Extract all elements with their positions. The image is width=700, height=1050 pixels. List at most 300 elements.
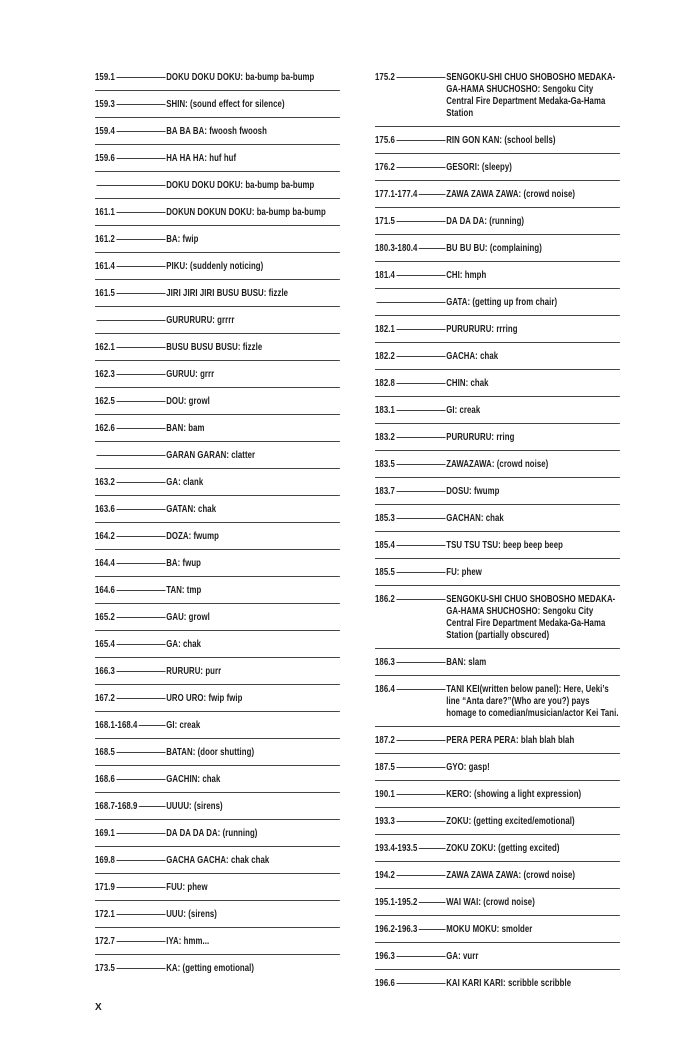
leader-line bbox=[116, 698, 165, 699]
leader-line bbox=[396, 329, 445, 330]
leader-line bbox=[116, 131, 165, 132]
sfx-entry bbox=[375, 262, 620, 289]
ref-leader bbox=[95, 557, 166, 569]
leader-line bbox=[116, 887, 165, 888]
sfx-entry bbox=[95, 415, 340, 442]
ref-leader bbox=[375, 842, 446, 854]
ref-leader bbox=[375, 134, 446, 146]
leader-line bbox=[396, 518, 445, 519]
leader-line bbox=[96, 185, 165, 186]
sfx-entry bbox=[95, 955, 340, 981]
page-number: X bbox=[95, 1002, 102, 1013]
panel-ref: 162.6 bbox=[95, 422, 115, 434]
ref-leader bbox=[375, 485, 446, 497]
leader-line bbox=[116, 644, 165, 645]
sfx-text: URO URO: fwip fwip bbox=[166, 692, 243, 704]
panel-ref: 161.4 bbox=[95, 260, 115, 272]
sfx-text: GA: vurr bbox=[446, 950, 479, 962]
leader-line bbox=[116, 293, 165, 294]
sfx-text: ZAWA ZAWA ZAWA: (crowd noise) bbox=[446, 869, 576, 881]
leader-line bbox=[396, 545, 445, 546]
ref-leader bbox=[375, 977, 446, 989]
ref-leader bbox=[375, 512, 446, 524]
leader-line bbox=[116, 428, 165, 429]
panel-ref: 168.1-168.4 bbox=[95, 719, 138, 731]
panel-ref: 163.6 bbox=[95, 503, 115, 515]
panel-ref: 190.1 bbox=[375, 788, 395, 800]
panel-ref: 175.6 bbox=[375, 134, 395, 146]
ref-leader bbox=[95, 584, 166, 596]
panel-ref: 185.5 bbox=[375, 566, 395, 578]
sfx-entry bbox=[95, 766, 340, 793]
sfx-entry bbox=[95, 496, 340, 523]
sfx-text: GA: chak bbox=[166, 638, 202, 650]
sfx-entry bbox=[375, 370, 620, 397]
sfx-text: WAI WAI: (crowd noise) bbox=[446, 896, 535, 908]
leader-line bbox=[396, 221, 445, 222]
sfx-text: KAI KARI KARI: scribble scribble bbox=[446, 977, 572, 989]
leader-line bbox=[396, 572, 445, 573]
ref-leader bbox=[95, 908, 166, 920]
panel-ref: 161.5 bbox=[95, 287, 115, 299]
leader-line bbox=[116, 536, 165, 537]
ref-leader bbox=[375, 734, 446, 746]
sfx-text: TANI KEI(written below panel): Here, Ueki’s line “Anta dare?”(Who are you?) pays homage to comedian/musician/actor Kei Tani. bbox=[446, 683, 619, 719]
sfx-entry bbox=[375, 916, 620, 943]
panel-ref: 194.2 bbox=[375, 869, 395, 881]
ref-leader bbox=[95, 179, 166, 191]
panel-ref: 186.2 bbox=[375, 593, 395, 605]
leader-line bbox=[116, 347, 165, 348]
sfx-text: GURURURU: grrrr bbox=[166, 314, 235, 326]
sfx-text: KERO: (showing a light expression) bbox=[446, 788, 582, 800]
sfx-entry bbox=[375, 781, 620, 808]
panel-ref: 185.3 bbox=[375, 512, 395, 524]
sfx-entry bbox=[95, 64, 340, 91]
sfx-text: KA: (getting emotional) bbox=[166, 962, 255, 974]
sfx-entry bbox=[95, 685, 340, 712]
sfx-entry bbox=[95, 793, 340, 820]
ref-leader bbox=[375, 269, 446, 281]
sfx-entry bbox=[95, 712, 340, 739]
sfx-entry bbox=[95, 91, 340, 118]
ref-leader bbox=[95, 881, 166, 893]
sfx-text: UUUU: (sirens) bbox=[166, 800, 223, 812]
sfx-text: PERA PERA PERA: blah blah blah bbox=[446, 734, 575, 746]
sfx-entry bbox=[95, 820, 340, 847]
sfx-text: GURUU: grrr bbox=[166, 368, 215, 380]
ref-leader bbox=[95, 935, 166, 947]
sfx-entry bbox=[375, 727, 620, 754]
sfx-entry bbox=[375, 586, 620, 649]
leader-line bbox=[419, 248, 446, 249]
panel-ref: 182.2 bbox=[375, 350, 395, 362]
panel-ref: 162.3 bbox=[95, 368, 115, 380]
sfx-entry bbox=[95, 901, 340, 928]
sfx-entry bbox=[375, 808, 620, 835]
sfx-entry bbox=[375, 970, 620, 996]
sfx-text: FU: phew bbox=[446, 566, 482, 578]
panel-ref: 164.6 bbox=[95, 584, 115, 596]
sfx-entry bbox=[95, 631, 340, 658]
sfx-text: BATAN: (door shutting) bbox=[166, 746, 255, 758]
panel-ref: 161.2 bbox=[95, 233, 115, 245]
leader-line bbox=[116, 374, 165, 375]
sfx-text: SHIN: (sound effect for silence) bbox=[166, 98, 285, 110]
ref-leader bbox=[95, 368, 166, 380]
ref-leader bbox=[95, 962, 166, 974]
panel-ref: 183.7 bbox=[375, 485, 395, 497]
sfx-text: DOU: growl bbox=[166, 395, 210, 407]
sfx-entry bbox=[95, 523, 340, 550]
ref-leader bbox=[95, 341, 166, 353]
ref-leader bbox=[375, 950, 446, 962]
sfx-entry bbox=[95, 847, 340, 874]
sfx-text: PIKU: (suddenly noticing) bbox=[166, 260, 264, 272]
sfx-text: BUSU BUSU BUSU: fizzle bbox=[166, 341, 263, 353]
panel-ref: 186.4 bbox=[375, 683, 395, 695]
leader-line bbox=[116, 590, 165, 591]
panel-ref: 177.1-177.4 bbox=[375, 188, 418, 200]
ref-leader bbox=[375, 656, 446, 668]
sfx-text: UUU: (sirens) bbox=[166, 908, 217, 920]
ref-leader bbox=[375, 896, 446, 908]
glossary-column-right bbox=[375, 64, 620, 996]
sfx-text: MOKU MOKU: smolder bbox=[446, 923, 533, 935]
panel-ref: 167.2 bbox=[95, 692, 115, 704]
sfx-text: PURURURU: rrring bbox=[446, 323, 518, 335]
panel-ref: 159.1 bbox=[95, 71, 115, 83]
ref-leader bbox=[95, 530, 166, 542]
leader-line bbox=[116, 833, 165, 834]
sfx-text: CHIN: chak bbox=[446, 377, 489, 389]
ref-leader bbox=[375, 350, 446, 362]
sfx-text: DOSU: fwump bbox=[446, 485, 500, 497]
leader-line bbox=[419, 194, 446, 195]
leader-line bbox=[396, 599, 445, 600]
ref-leader bbox=[375, 242, 446, 254]
leader-line bbox=[116, 752, 165, 753]
leader-line bbox=[396, 662, 445, 663]
ref-leader bbox=[375, 377, 446, 389]
leader-line bbox=[139, 806, 166, 807]
sfx-text: DOKU DOKU DOKU: ba-bump ba-bump bbox=[166, 179, 315, 191]
panel-ref: 187.5 bbox=[375, 761, 395, 773]
ref-leader bbox=[95, 449, 166, 461]
panel-ref: 195.1-195.2 bbox=[375, 896, 418, 908]
sfx-entry bbox=[95, 928, 340, 955]
panel-ref: 180.3-180.4 bbox=[375, 242, 418, 254]
sfx-text: GI: creak bbox=[166, 719, 201, 731]
leader-line bbox=[116, 914, 165, 915]
panel-ref: 168.6 bbox=[95, 773, 115, 785]
sfx-entry bbox=[95, 118, 340, 145]
sfx-text: TSU TSU TSU: beep beep beep bbox=[446, 539, 563, 551]
sfx-text: SENGOKU-SHI CHUO SHOBOSHO MEDAKA-GA-HAMA SHUCHOSHO: Sengoku City Central Fire Department Medaka-Ga-Hama Station bbox=[446, 71, 616, 119]
leader-line bbox=[396, 275, 445, 276]
sfx-entry bbox=[95, 469, 340, 496]
sfx-entry bbox=[375, 862, 620, 889]
sfx-text: CHI: hmph bbox=[446, 269, 487, 281]
leader-line bbox=[116, 401, 165, 402]
ref-leader bbox=[375, 539, 446, 551]
sfx-entry bbox=[95, 604, 340, 631]
sfx-text: DOKU DOKU DOKU: ba-bump ba-bump bbox=[166, 71, 315, 83]
leader-line bbox=[116, 563, 165, 564]
panel-ref: 183.2 bbox=[375, 431, 395, 443]
panel-ref: 171.5 bbox=[375, 215, 395, 227]
sfx-text: BU BU BU: (complaining) bbox=[446, 242, 542, 254]
panel-ref: 168.5 bbox=[95, 746, 115, 758]
leader-line bbox=[396, 956, 445, 957]
sfx-text: DOZA: fwump bbox=[166, 530, 219, 542]
ref-leader bbox=[375, 215, 446, 227]
sfx-entry bbox=[375, 154, 620, 181]
panel-ref: 181.4 bbox=[375, 269, 395, 281]
ref-leader bbox=[95, 314, 166, 326]
sfx-text: BA: fwup bbox=[166, 557, 202, 569]
leader-line bbox=[116, 509, 165, 510]
leader-line bbox=[396, 740, 445, 741]
sfx-entry bbox=[375, 943, 620, 970]
sfx-text: DA DA DA DA: (running) bbox=[166, 827, 258, 839]
panel-ref: 182.8 bbox=[375, 377, 395, 389]
ref-leader bbox=[95, 800, 166, 812]
sfx-text: DOKUN DOKUN DOKU: ba-bump ba-bump bbox=[166, 206, 326, 218]
leader-line bbox=[139, 725, 166, 726]
sfx-text: SENGOKU-SHI CHUO SHOBOSHO MEDAKA-GA-HAMA SHUCHOSHO: Sengoku City Central Fire Department Medaka-Ga-Hama Station (partially obscured) bbox=[446, 593, 616, 641]
ref-leader bbox=[95, 422, 166, 434]
sfx-entry bbox=[95, 334, 340, 361]
ref-leader bbox=[95, 152, 166, 164]
ref-leader bbox=[95, 719, 166, 731]
panel-ref: 171.9 bbox=[95, 881, 115, 893]
ref-leader bbox=[375, 323, 446, 335]
leader-line bbox=[96, 320, 165, 321]
sfx-entry bbox=[375, 289, 620, 316]
sfx-text: GARAN GARAN: clatter bbox=[166, 449, 256, 461]
leader-line bbox=[396, 437, 445, 438]
ref-leader bbox=[95, 665, 166, 677]
leader-line bbox=[396, 383, 445, 384]
sfx-entry bbox=[95, 226, 340, 253]
sfx-text: GATA: (getting up from chair) bbox=[446, 296, 558, 308]
panel-ref: 159.3 bbox=[95, 98, 115, 110]
sfx-entry bbox=[95, 658, 340, 685]
leader-line bbox=[116, 158, 165, 159]
panel-ref: 159.4 bbox=[95, 125, 115, 137]
sfx-text: RURURU: purr bbox=[166, 665, 222, 677]
sfx-entry bbox=[95, 577, 340, 604]
panel-ref: 162.1 bbox=[95, 341, 115, 353]
panel-ref: 169.8 bbox=[95, 854, 115, 866]
panel-ref: 159.6 bbox=[95, 152, 115, 164]
sfx-text: BAN: slam bbox=[446, 656, 487, 668]
sfx-text: JIRI JIRI JIRI BUSU BUSU: fizzle bbox=[166, 287, 289, 299]
leader-line bbox=[396, 410, 445, 411]
ref-leader bbox=[95, 98, 166, 110]
leader-line bbox=[116, 671, 165, 672]
sfx-entry bbox=[95, 550, 340, 577]
leader-line bbox=[396, 767, 445, 768]
leader-line bbox=[116, 617, 165, 618]
leader-line bbox=[116, 482, 165, 483]
sfx-entry bbox=[95, 172, 340, 199]
ref-leader bbox=[95, 476, 166, 488]
sfx-entry bbox=[375, 532, 620, 559]
sfx-text: ZOKU ZOKU: (getting excited) bbox=[446, 842, 560, 854]
ref-leader bbox=[375, 404, 446, 416]
sfx-text: GYO: gasp! bbox=[446, 761, 490, 773]
sfx-entry bbox=[95, 280, 340, 307]
panel-ref: 165.2 bbox=[95, 611, 115, 623]
ref-leader bbox=[375, 683, 446, 695]
sfx-entry bbox=[375, 343, 620, 370]
sfx-entry bbox=[375, 676, 620, 727]
panel-ref: 168.7-168.9 bbox=[95, 800, 138, 812]
sfx-entry bbox=[375, 235, 620, 262]
ref-leader bbox=[95, 233, 166, 245]
panel-ref: 176.2 bbox=[375, 161, 395, 173]
sfx-text: DA DA DA: (running) bbox=[446, 215, 525, 227]
panel-ref: 196.3 bbox=[375, 950, 395, 962]
sfx-text: GAU: growl bbox=[166, 611, 210, 623]
leader-line bbox=[396, 167, 445, 168]
ref-leader bbox=[95, 827, 166, 839]
sfx-text: FUU: phew bbox=[166, 881, 208, 893]
sfx-text: GESORI: (sleepy) bbox=[446, 161, 512, 173]
ref-leader bbox=[375, 815, 446, 827]
sfx-text: BA: fwip bbox=[166, 233, 199, 245]
panel-ref: 186.3 bbox=[375, 656, 395, 668]
ref-leader bbox=[95, 773, 166, 785]
sfx-entry bbox=[375, 397, 620, 424]
leader-line bbox=[396, 140, 445, 141]
sfx-text: GA: clank bbox=[166, 476, 204, 488]
sfx-entry bbox=[95, 199, 340, 226]
ref-leader bbox=[95, 125, 166, 137]
leader-line bbox=[116, 779, 165, 780]
sfx-entry bbox=[375, 181, 620, 208]
leader-line bbox=[396, 821, 445, 822]
sfx-entry bbox=[375, 835, 620, 862]
leader-line bbox=[116, 860, 165, 861]
sfx-text: TAN: tmp bbox=[166, 584, 202, 596]
panel-ref: 193.4-193.5 bbox=[375, 842, 418, 854]
sfx-entry bbox=[375, 64, 620, 127]
sfx-entry bbox=[95, 874, 340, 901]
sfx-text: GI: creak bbox=[446, 404, 481, 416]
leader-line bbox=[396, 689, 445, 690]
ref-leader bbox=[95, 692, 166, 704]
sfx-text: ZOKU: (getting excited/emotional) bbox=[446, 815, 575, 827]
ref-leader bbox=[95, 638, 166, 650]
ref-leader bbox=[95, 260, 166, 272]
leader-line bbox=[396, 983, 445, 984]
sfx-text: HA HA HA: huf huf bbox=[166, 152, 237, 164]
sfx-entry bbox=[375, 754, 620, 781]
panel-ref: 164.4 bbox=[95, 557, 115, 569]
leader-line bbox=[396, 875, 445, 876]
ref-leader bbox=[375, 161, 446, 173]
panel-ref: 164.2 bbox=[95, 530, 115, 542]
ref-leader bbox=[375, 788, 446, 800]
ref-leader bbox=[95, 206, 166, 218]
panel-ref: 196.6 bbox=[375, 977, 395, 989]
sfx-entry bbox=[95, 307, 340, 334]
sfx-entry bbox=[375, 478, 620, 505]
leader-line bbox=[116, 941, 165, 942]
sfx-text: GACHAN: chak bbox=[446, 512, 504, 524]
ref-leader bbox=[375, 566, 446, 578]
panel-ref: 175.2 bbox=[375, 71, 395, 83]
ref-leader bbox=[95, 611, 166, 623]
leader-line bbox=[116, 266, 165, 267]
panel-ref: 187.2 bbox=[375, 734, 395, 746]
panel-ref: 161.1 bbox=[95, 206, 115, 218]
sfx-text: BA BA BA: fwoosh fwoosh bbox=[166, 125, 267, 137]
panel-ref: 182.1 bbox=[375, 323, 395, 335]
sfx-entry bbox=[95, 388, 340, 415]
sfx-text: GATAN: chak bbox=[166, 503, 217, 515]
ref-leader bbox=[95, 854, 166, 866]
sfx-text: ZAWA ZAWA ZAWA: (crowd noise) bbox=[446, 188, 576, 200]
sfx-text: BAN: bam bbox=[166, 422, 205, 434]
sfx-text: PURURURU: rring bbox=[446, 431, 515, 443]
ref-leader bbox=[95, 395, 166, 407]
ref-leader bbox=[375, 71, 446, 83]
ref-leader bbox=[375, 458, 446, 470]
leader-line bbox=[116, 968, 165, 969]
sfx-entry bbox=[375, 208, 620, 235]
sfx-entry bbox=[375, 451, 620, 478]
sfx-text: RIN GON KAN: (school bells) bbox=[446, 134, 556, 146]
panel-ref: 163.2 bbox=[95, 476, 115, 488]
sfx-text: IYA: hmm... bbox=[166, 935, 210, 947]
ref-leader bbox=[375, 593, 446, 605]
panel-ref: 193.3 bbox=[375, 815, 395, 827]
ref-leader bbox=[375, 296, 446, 308]
leader-line bbox=[419, 929, 446, 930]
sfx-entry bbox=[95, 739, 340, 766]
sfx-entry bbox=[375, 127, 620, 154]
ref-leader bbox=[95, 287, 166, 299]
glossary-column-left bbox=[95, 64, 340, 981]
panel-ref: 196.2-196.3 bbox=[375, 923, 418, 935]
sfx-text: GACHA GACHA: chak chak bbox=[166, 854, 270, 866]
sfx-entry bbox=[95, 442, 340, 469]
sfx-entry bbox=[375, 505, 620, 532]
ref-leader bbox=[375, 923, 446, 935]
sfx-entry bbox=[375, 889, 620, 916]
sfx-text: GACHA: chak bbox=[446, 350, 499, 362]
ref-leader bbox=[375, 188, 446, 200]
ref-leader bbox=[375, 761, 446, 773]
sfx-entry bbox=[375, 559, 620, 586]
sfx-entry bbox=[375, 316, 620, 343]
sfx-entry bbox=[375, 424, 620, 451]
ref-leader bbox=[375, 869, 446, 881]
leader-line bbox=[116, 77, 165, 78]
sfx-entry bbox=[95, 145, 340, 172]
sfx-text: GACHIN: chak bbox=[166, 773, 221, 785]
leader-line bbox=[396, 491, 445, 492]
leader-line bbox=[419, 902, 446, 903]
leader-line bbox=[116, 239, 165, 240]
panel-ref: 183.5 bbox=[375, 458, 395, 470]
panel-ref: 172.1 bbox=[95, 908, 115, 920]
ref-leader bbox=[95, 503, 166, 515]
